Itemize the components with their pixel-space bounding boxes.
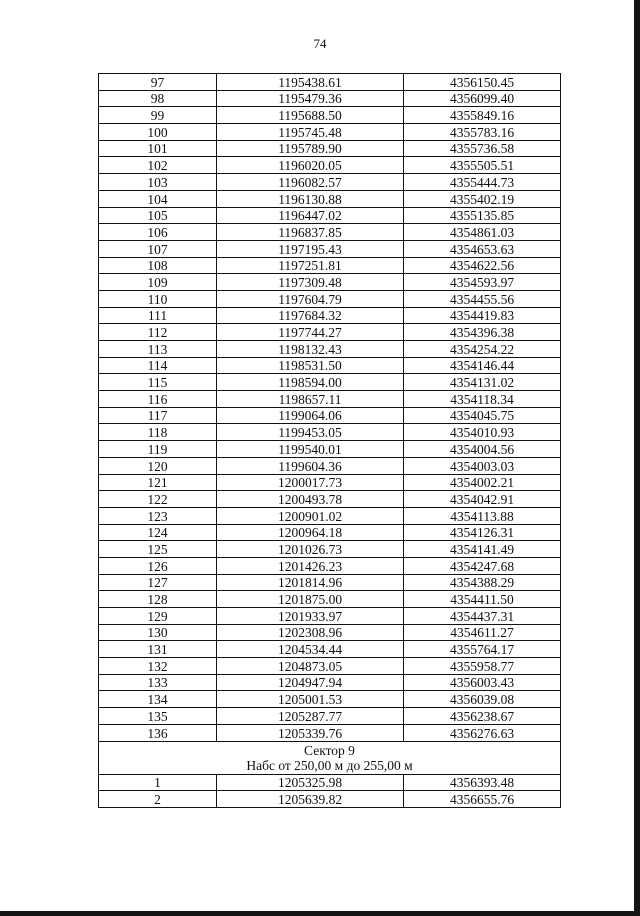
x-coordinate-cell: 1195789.90 bbox=[217, 140, 404, 157]
point-number-cell: 107 bbox=[99, 240, 217, 257]
x-coordinate-cell: 1197195.43 bbox=[217, 240, 404, 257]
x-coordinate-cell: 1198657.11 bbox=[217, 391, 404, 408]
point-number-cell: 106 bbox=[99, 224, 217, 241]
y-coordinate-cell: 4354042.91 bbox=[404, 491, 561, 508]
point-number-cell: 131 bbox=[99, 641, 217, 658]
x-coordinate-cell: 1201426.23 bbox=[217, 557, 404, 574]
point-number-cell: 114 bbox=[99, 357, 217, 374]
table-row bbox=[99, 257, 561, 274]
scan-border-right bbox=[634, 0, 640, 916]
x-coordinate-cell: 1195438.61 bbox=[217, 74, 404, 91]
table-row bbox=[99, 274, 561, 291]
point-number-cell: 120 bbox=[99, 457, 217, 474]
point-number-cell: 122 bbox=[99, 491, 217, 508]
y-coordinate-cell: 4355958.77 bbox=[404, 658, 561, 675]
x-coordinate-cell: 1204534.44 bbox=[217, 641, 404, 658]
point-number-cell: 135 bbox=[99, 708, 217, 725]
table-row bbox=[99, 190, 561, 207]
table-row bbox=[99, 307, 561, 324]
x-coordinate-cell: 1195688.50 bbox=[217, 107, 404, 124]
point-number-cell: 103 bbox=[99, 174, 217, 191]
point-number-cell: 2 bbox=[99, 791, 217, 808]
y-coordinate-cell: 4356276.63 bbox=[404, 724, 561, 741]
y-coordinate-cell: 4356393.48 bbox=[404, 774, 561, 791]
y-coordinate-cell: 4355135.85 bbox=[404, 207, 561, 224]
sector-header-cell bbox=[99, 741, 561, 774]
x-coordinate-cell: 1196082.57 bbox=[217, 174, 404, 191]
y-coordinate-cell: 4354388.29 bbox=[404, 574, 561, 591]
table-row bbox=[99, 724, 561, 741]
x-coordinate-cell: 1195745.48 bbox=[217, 124, 404, 141]
y-coordinate-cell: 4354455.56 bbox=[404, 290, 561, 307]
point-number-cell: 111 bbox=[99, 307, 217, 324]
x-coordinate-cell: 1204873.05 bbox=[217, 658, 404, 675]
y-coordinate-cell: 4354126.31 bbox=[404, 524, 561, 541]
x-coordinate-cell: 1200901.02 bbox=[217, 507, 404, 524]
table-row bbox=[99, 658, 561, 675]
x-coordinate-cell: 1205325.98 bbox=[217, 774, 404, 791]
point-number-cell: 97 bbox=[99, 74, 217, 91]
table-row bbox=[99, 641, 561, 658]
x-coordinate-cell: 1197251.81 bbox=[217, 257, 404, 274]
y-coordinate-cell: 4354254.22 bbox=[404, 341, 561, 358]
point-number-cell: 98 bbox=[99, 90, 217, 107]
y-coordinate-cell: 4356150.45 bbox=[404, 74, 561, 91]
x-coordinate-cell: 1197604.79 bbox=[217, 290, 404, 307]
table-row bbox=[99, 224, 561, 241]
sector-title: Сектор 9 bbox=[304, 742, 355, 758]
x-coordinate-cell: 1200964.18 bbox=[217, 524, 404, 541]
point-number-cell: 113 bbox=[99, 341, 217, 358]
y-coordinate-cell: 4355444.73 bbox=[404, 174, 561, 191]
table-row bbox=[99, 524, 561, 541]
table-row bbox=[99, 457, 561, 474]
table-row bbox=[99, 374, 561, 391]
point-number-cell: 102 bbox=[99, 157, 217, 174]
x-coordinate-cell: 1205639.82 bbox=[217, 791, 404, 808]
point-number-cell: 134 bbox=[99, 691, 217, 708]
y-coordinate-cell: 4354118.34 bbox=[404, 391, 561, 408]
point-number-cell: 129 bbox=[99, 608, 217, 625]
x-coordinate-cell: 1197309.48 bbox=[217, 274, 404, 291]
y-coordinate-cell: 4356238.67 bbox=[404, 708, 561, 725]
y-coordinate-cell: 4356099.40 bbox=[404, 90, 561, 107]
y-coordinate-cell: 4354653.63 bbox=[404, 240, 561, 257]
table-row bbox=[99, 140, 561, 157]
point-number-cell: 124 bbox=[99, 524, 217, 541]
table-row bbox=[99, 357, 561, 374]
table-row bbox=[99, 674, 561, 691]
point-number-cell: 109 bbox=[99, 274, 217, 291]
table-row bbox=[99, 90, 561, 107]
table-row bbox=[99, 207, 561, 224]
point-number-cell: 133 bbox=[99, 674, 217, 691]
y-coordinate-cell: 4356655.76 bbox=[404, 791, 561, 808]
y-coordinate-cell: 4354113.88 bbox=[404, 507, 561, 524]
point-number-cell: 126 bbox=[99, 557, 217, 574]
point-number-cell: 123 bbox=[99, 507, 217, 524]
y-coordinate-cell: 4354010.93 bbox=[404, 424, 561, 441]
sector-subtitle: Набс от 250,00 м до 255,00 м bbox=[246, 757, 413, 773]
x-coordinate-cell: 1195479.36 bbox=[217, 90, 404, 107]
y-coordinate-cell: 4354131.02 bbox=[404, 374, 561, 391]
x-coordinate-cell: 1199064.06 bbox=[217, 407, 404, 424]
point-number-cell: 130 bbox=[99, 624, 217, 641]
table-row bbox=[99, 324, 561, 341]
table-row bbox=[99, 107, 561, 124]
point-number-cell: 117 bbox=[99, 407, 217, 424]
x-coordinate-cell: 1205001.53 bbox=[217, 691, 404, 708]
x-coordinate-cell: 1198594.00 bbox=[217, 374, 404, 391]
y-coordinate-cell: 4354146.44 bbox=[404, 357, 561, 374]
point-number-cell: 108 bbox=[99, 257, 217, 274]
point-number-cell: 112 bbox=[99, 324, 217, 341]
point-number-cell: 116 bbox=[99, 391, 217, 408]
x-coordinate-cell: 1201026.73 bbox=[217, 541, 404, 558]
y-coordinate-cell: 4354045.75 bbox=[404, 407, 561, 424]
table-row bbox=[99, 608, 561, 625]
coordinates-table bbox=[98, 73, 561, 808]
point-number-cell: 125 bbox=[99, 541, 217, 558]
table-row bbox=[99, 157, 561, 174]
table-row bbox=[99, 691, 561, 708]
table-row bbox=[99, 424, 561, 441]
y-coordinate-cell: 4354419.83 bbox=[404, 307, 561, 324]
table-row bbox=[99, 557, 561, 574]
y-coordinate-cell: 4356039.08 bbox=[404, 691, 561, 708]
point-number-cell: 128 bbox=[99, 591, 217, 608]
point-number-cell: 100 bbox=[99, 124, 217, 141]
x-coordinate-cell: 1196447.02 bbox=[217, 207, 404, 224]
y-coordinate-cell: 4354861.03 bbox=[404, 224, 561, 241]
sector-header-row bbox=[99, 741, 561, 774]
y-coordinate-cell: 4355849.16 bbox=[404, 107, 561, 124]
point-number-cell: 121 bbox=[99, 474, 217, 491]
table-row bbox=[99, 240, 561, 257]
x-coordinate-cell: 1199604.36 bbox=[217, 457, 404, 474]
x-coordinate-cell: 1202308.96 bbox=[217, 624, 404, 641]
point-number-cell: 119 bbox=[99, 441, 217, 458]
y-coordinate-cell: 4354611.27 bbox=[404, 624, 561, 641]
x-coordinate-cell: 1200493.78 bbox=[217, 491, 404, 508]
y-coordinate-cell: 4354396.38 bbox=[404, 324, 561, 341]
x-coordinate-cell: 1204947.94 bbox=[217, 674, 404, 691]
x-coordinate-cell: 1205287.77 bbox=[217, 708, 404, 725]
y-coordinate-cell: 4354247.68 bbox=[404, 557, 561, 574]
x-coordinate-cell: 1196020.05 bbox=[217, 157, 404, 174]
y-coordinate-cell: 4354002.21 bbox=[404, 474, 561, 491]
y-coordinate-cell: 4355505.51 bbox=[404, 157, 561, 174]
point-number-cell: 104 bbox=[99, 190, 217, 207]
table-row bbox=[99, 74, 561, 91]
point-number-cell: 132 bbox=[99, 658, 217, 675]
x-coordinate-cell: 1201875.00 bbox=[217, 591, 404, 608]
y-coordinate-cell: 4355764.17 bbox=[404, 641, 561, 658]
x-coordinate-cell: 1198531.50 bbox=[217, 357, 404, 374]
table-row bbox=[99, 407, 561, 424]
table-row bbox=[99, 708, 561, 725]
x-coordinate-cell: 1197684.32 bbox=[217, 307, 404, 324]
x-coordinate-cell: 1199453.05 bbox=[217, 424, 404, 441]
y-coordinate-cell: 4354411.50 bbox=[404, 591, 561, 608]
scan-border-bottom bbox=[0, 911, 640, 916]
point-number-cell: 136 bbox=[99, 724, 217, 741]
table-row bbox=[99, 507, 561, 524]
table-row bbox=[99, 174, 561, 191]
table-row bbox=[99, 774, 561, 791]
table-row bbox=[99, 541, 561, 558]
table-row bbox=[99, 474, 561, 491]
y-coordinate-cell: 4355736.58 bbox=[404, 140, 561, 157]
x-coordinate-cell: 1201814.96 bbox=[217, 574, 404, 591]
page-number: 74 bbox=[313, 36, 327, 51]
y-coordinate-cell: 4356003.43 bbox=[404, 674, 561, 691]
table-row bbox=[99, 591, 561, 608]
x-coordinate-cell: 1199540.01 bbox=[217, 441, 404, 458]
y-coordinate-cell: 4354437.31 bbox=[404, 608, 561, 625]
x-coordinate-cell: 1200017.73 bbox=[217, 474, 404, 491]
point-number-cell: 110 bbox=[99, 290, 217, 307]
x-coordinate-cell: 1205339.76 bbox=[217, 724, 404, 741]
x-coordinate-cell: 1197744.27 bbox=[217, 324, 404, 341]
y-coordinate-cell: 4354004.56 bbox=[404, 441, 561, 458]
y-coordinate-cell: 4354622.56 bbox=[404, 257, 561, 274]
point-number-cell: 115 bbox=[99, 374, 217, 391]
table-row bbox=[99, 574, 561, 591]
y-coordinate-cell: 4355783.16 bbox=[404, 124, 561, 141]
table-row bbox=[99, 441, 561, 458]
x-coordinate-cell: 1201933.97 bbox=[217, 608, 404, 625]
y-coordinate-cell: 4354003.03 bbox=[404, 457, 561, 474]
table-row bbox=[99, 624, 561, 641]
y-coordinate-cell: 4354141.49 bbox=[404, 541, 561, 558]
point-number-cell: 1 bbox=[99, 774, 217, 791]
table-row bbox=[99, 391, 561, 408]
x-coordinate-cell: 1196837.85 bbox=[217, 224, 404, 241]
x-coordinate-cell: 1196130.88 bbox=[217, 190, 404, 207]
x-coordinate-cell: 1198132.43 bbox=[217, 341, 404, 358]
y-coordinate-cell: 4354593.97 bbox=[404, 274, 561, 291]
table-row bbox=[99, 791, 561, 808]
table-row bbox=[99, 491, 561, 508]
table-row bbox=[99, 341, 561, 358]
point-number-cell: 127 bbox=[99, 574, 217, 591]
point-number-cell: 105 bbox=[99, 207, 217, 224]
point-number-cell: 99 bbox=[99, 107, 217, 124]
y-coordinate-cell: 4355402.19 bbox=[404, 190, 561, 207]
point-number-cell: 118 bbox=[99, 424, 217, 441]
table-row bbox=[99, 290, 561, 307]
point-number-cell: 101 bbox=[99, 140, 217, 157]
table-row bbox=[99, 124, 561, 141]
